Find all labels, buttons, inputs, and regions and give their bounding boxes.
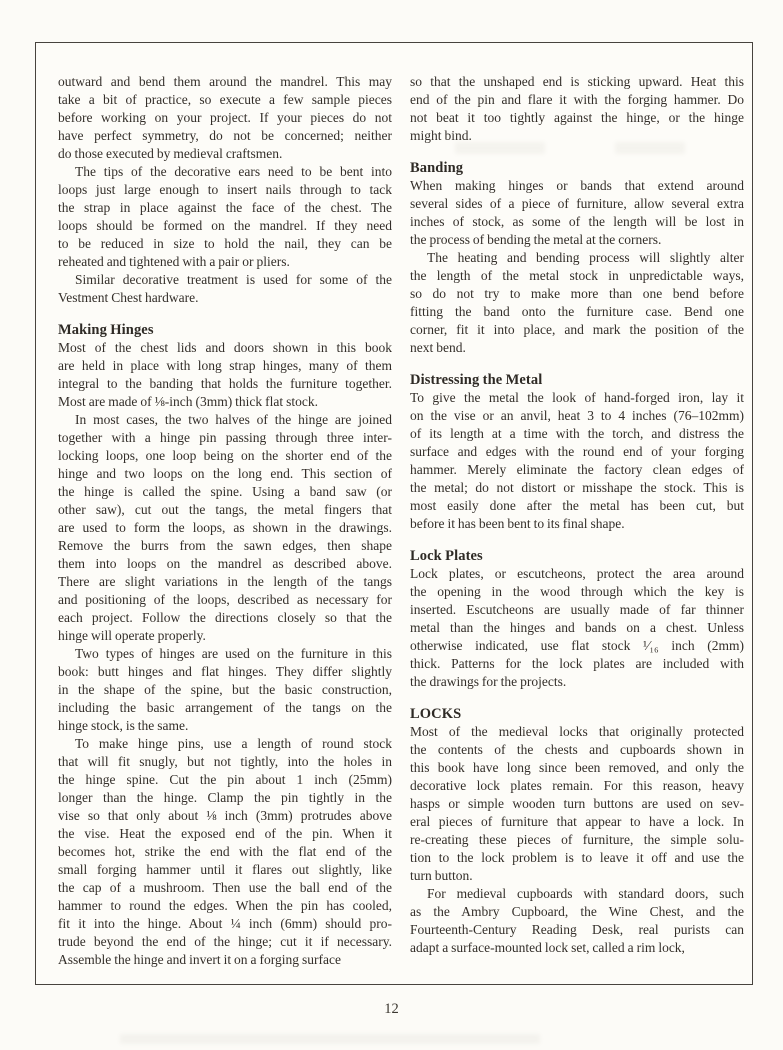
text-line: Similar decorative treatment is used for some of the <box>75 272 392 287</box>
page-frame <box>35 42 753 985</box>
text-line: take a bit of practice, so execute a few sample pieces <box>58 92 392 107</box>
paragraph <box>410 565 744 691</box>
text-line: outward and bend them around the mandrel. This may <box>58 74 392 89</box>
text-line: surface and edges with the round end of your forging <box>410 444 744 459</box>
paragraph <box>410 885 744 957</box>
text-line: To make hinge pins, use a length of round stock <box>75 736 392 751</box>
text-line: on the vise or an anvil, heat 3 to 4 inches (76–102mm) <box>410 408 744 423</box>
text-line: Most of the chest lids and doors shown in this book <box>58 340 392 355</box>
text-line: Remove the burrs from the sawn edges, then shape <box>58 538 392 553</box>
text-line: locking loops, one loop being on the shorter end of the <box>58 448 392 463</box>
text-line: next bend. <box>410 340 466 355</box>
text-line: For medieval cupboards with standard doors, such <box>427 886 744 901</box>
paragraph <box>58 411 392 645</box>
text-line: as the Ambry Cupboard, the Wine Chest, and the <box>410 904 744 919</box>
text-line: Most are made of ⅛-inch (3mm) thick flat stock. <box>58 394 318 409</box>
scan-showthrough <box>615 142 685 154</box>
text-line: the cap of a mushroom. Then use the ball end of the <box>58 880 392 895</box>
text-line: do those executed by medieval craftsmen. <box>58 146 283 161</box>
text-line: Most of the medieval locks that originally protected <box>410 724 744 739</box>
text-line: loops should be formed on the mandrel. If they need <box>58 218 392 233</box>
paragraph <box>58 163 392 271</box>
paragraph <box>58 339 392 411</box>
text-line: Lock plates, or escutcheons, protect the area around <box>410 566 744 581</box>
paragraph <box>410 73 744 145</box>
text-line: The tips of the decorative ears need to be bent into <box>75 164 392 179</box>
text-line: the contents of the chests and cupboards shown in <box>410 742 744 757</box>
section-heading: Lock Plates <box>410 548 483 564</box>
text-line: fitting the band onto the furniture case. Bend one <box>410 304 744 319</box>
text-line: When making hinges or bands that extend around <box>410 178 744 193</box>
text-line: Vestment Chest hardware. <box>58 290 199 305</box>
text-line: longer than the hinge. Clamp the pin tightly in the <box>58 790 392 805</box>
text-line: of its length at a time with the torch, and distress the <box>410 426 744 441</box>
text-line: so that the unshaped end is sticking upward. Heat this <box>410 74 744 89</box>
text-line: most easily done after the metal has been cut, but <box>410 498 744 513</box>
text-line: to be reduced in size to hold the nail, they can be <box>58 236 392 251</box>
text-line: vise so that only about ⅛ inch (3mm) protrudes above <box>58 808 392 823</box>
text-line: the drawings for the projects. <box>410 674 567 689</box>
text-line: hammer. Merely eliminate the factory clean edges of <box>410 462 744 477</box>
text-line: hammer to round the edges. When the pin has cooled, <box>58 898 392 913</box>
text-line: and positioning of the loops, described as necessary for <box>58 592 392 607</box>
paragraph <box>410 177 744 249</box>
text-line: are used to form the loops, as shown in the drawings. <box>58 520 392 535</box>
paragraph <box>58 271 392 307</box>
paragraph <box>410 389 744 533</box>
text-line: inserted. Escutcheons are usually made of far thinner <box>410 602 744 617</box>
paragraph <box>410 723 744 885</box>
text-line: tion to the lock problem is to leave it off and use the <box>410 850 744 865</box>
text-line: hinge and two loops on the long end. This section of <box>58 466 392 481</box>
text-line: corner, fit it into place, and mark the position of the <box>410 322 744 337</box>
text-line: Two types of hinges are used on the furniture in this <box>75 646 392 661</box>
scan-showthrough <box>455 142 545 154</box>
text-line: the hinge spine. Cut the pin about 1 inch (25mm) <box>58 772 392 787</box>
text-line: fit it into the hinge. About ¼ inch (6mm) should pro- <box>58 916 392 931</box>
text-line: the process of bending the metal at the corners. <box>410 232 662 247</box>
text-line: several sides of a piece of furniture, allow several extra <box>410 196 744 211</box>
text-line: before working on your project. If your pieces do not <box>58 110 392 125</box>
paragraph <box>410 249 744 357</box>
text-line: each project. Follow the directions closely so that the <box>58 610 392 625</box>
paragraph <box>58 645 392 735</box>
text-line: end of the pin and flare it with the forging hammer. Do <box>410 92 744 107</box>
text-line: the strap in place against the face of the chest. The <box>58 200 392 215</box>
text-line: small forging hammer until it flares out slightly, like <box>58 862 392 877</box>
text-line: In most cases, the two halves of the hinge are joined <box>75 412 392 427</box>
text-line: might bind. <box>410 128 472 143</box>
text-line: so do not try to make more than one bend before <box>410 286 744 301</box>
section-heading: LOCKS <box>410 706 462 722</box>
section-heading: Banding <box>410 160 464 176</box>
text-line: integral to the banding that holds the furniture together. <box>58 376 392 391</box>
text-line: loops just large enough to insert nails through to tack <box>58 182 392 197</box>
text-line: hinge will operate properly. <box>58 628 206 643</box>
text-line: hinge stock, is the same. <box>58 718 189 733</box>
scan-showthrough <box>120 1034 540 1044</box>
text-line: the length of the metal stock in unpredictable ways, <box>410 268 744 283</box>
text-line: the opening in the wood through which the key is <box>410 584 744 599</box>
text-line: in the shape of the spine, but the basic construction, <box>58 682 392 697</box>
paragraph <box>58 73 392 163</box>
text-line: the metal; do not distort or misshape the stock. This is <box>410 480 744 495</box>
right-column <box>410 73 744 984</box>
section-heading: Making Hinges <box>58 322 154 338</box>
text-line: metal than the hinges and bands on a chest. Unless <box>410 620 744 635</box>
text-line: before it has been bent to its final shape. <box>410 516 625 531</box>
text-line: reheated and tightened with a pair or pliers. <box>58 254 290 269</box>
text-line: book: butt hinges and flat hinges. They differ slightly <box>58 664 392 679</box>
text-line: the vise. Heat the exposed end of the pin. When it <box>58 826 392 841</box>
text-line: Assemble the hinge and invert it on a forging surface <box>58 952 341 967</box>
text-line: eral pieces of furniture that appear to have a lock. In <box>410 814 744 829</box>
text-line: thick. Patterns for the lock plates are included with <box>410 656 744 671</box>
text-line: this book have long since been removed, and only the <box>410 760 744 775</box>
text-line: have perfect symmetry, do not be concerned; neither <box>58 128 392 143</box>
text-line: There are slight variations in the length of the tangs <box>58 574 392 589</box>
text-line: them into loops on the mandrel as described above. <box>58 556 392 571</box>
text-line: including the basic arrangement of the tangs on the <box>58 700 392 715</box>
text-line: together with a hinge pin passing through three inter- <box>58 430 392 445</box>
left-column <box>58 73 392 984</box>
text-line: not beat it too tightly against the hinge, or the hinge <box>410 110 744 125</box>
text-line: Fourteenth-Century Reading Desk, real purists can <box>410 922 744 937</box>
paragraph <box>58 735 392 969</box>
text-line: are held in place with long strap hinges, many of them <box>58 358 392 373</box>
text-line: adapt a surface-mounted lock set, called a rim lock, <box>410 940 685 955</box>
page-number: 12 <box>384 1001 399 1017</box>
text-line: inches of stock, as some of the length will be lost in <box>410 214 744 229</box>
text-line: that will fit snugly, but not tightly, into the holes in <box>58 754 392 769</box>
text-line: To give the metal the look of hand-forged iron, lay it <box>410 390 744 405</box>
text-line: decorative lock plates remain. For this reason, heavy <box>410 778 744 793</box>
text-line: The heating and bending process will slightly alter <box>427 250 744 265</box>
text-line: the hinge is called the spine. Using a band saw (or <box>58 484 392 499</box>
text-line: other saw), cut out the tangs, the metal fingers that <box>58 502 392 517</box>
text-line: hasps or simple wooden turn buttons are used on sev- <box>410 796 744 811</box>
text-line: trude beyond the end of the hinge; cut it if necessary. <box>58 934 392 949</box>
text-line: re-creating these pieces of furniture, the simple solu- <box>410 832 744 847</box>
text-line: becomes hot, strike the end with the flat end of the <box>58 844 392 859</box>
text-line: otherwise indicated, use flat stock ¹⁄₁₆ inch (2mm) <box>410 638 744 653</box>
text-line: turn button. <box>410 868 473 883</box>
section-heading: Distressing the Metal <box>410 372 543 388</box>
